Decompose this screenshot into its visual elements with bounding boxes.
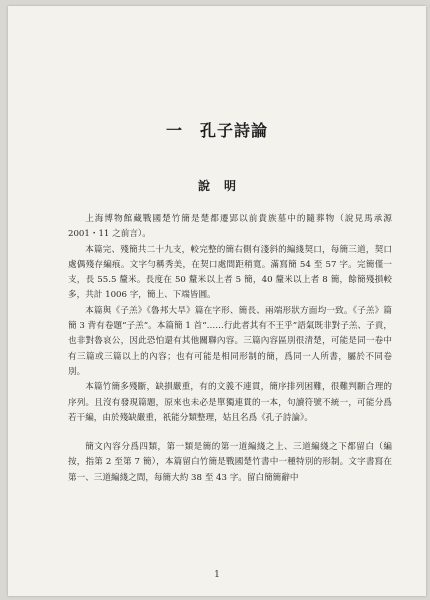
paragraph-gap [68, 426, 392, 440]
paragraph: 本篇竹簡多殘斷，缺損嚴重，有的文義不連貫，簡序排列困難，很難判斷合理的序列。且沒有發現篇題，原來也未必是單獨連貫的一本，句讀符號不統一，可能分爲若干編，由於殘缺嚴重，祇能分類整理，姑且名爲《孔子詩論》。 [68, 382, 392, 423]
section-heading: 說明 [197, 179, 250, 193]
paragraph: 上海博物館藏戰國楚竹簡是楚都遷郢以前貴族墓中的隨葬物（說見馬承源 2001・11 之前言）。 [68, 214, 392, 240]
chapter-title: 一 孔子詩論 [165, 121, 268, 140]
paragraph: 本篇完、殘簡共二十九支，較完整的簡右側有淺斜的編綫契口，每簡三道，契口處偶殘存編痕。文字勻稱秀美，在契口處間距稍寬。滿寫簡 54 至 57 字。完簡僅一支，長 55.5 釐米。長度在 50 釐米以上者 5 簡，40 釐米以上者 8 簡，餘簡殘損較多，共計 1006 字，簡上、下端皆圓。 [68, 244, 392, 301]
paragraph: 簡文內容分爲四類，第一類是簡的第一道編綫之上、三道編綫之下都留白（編按，指第 2 至第 7 簡），本篇留白竹簡是戰國楚竹書中一種特別的形制。文字書寫在第一、三道編綫之間，每簡大約 38 至 43 字。留白簡簡辭中 [68, 442, 392, 483]
paragraph: 本篇與《子羔》《魯邦大旱》篇在字形、簡長、兩端形狀方面均一致。《子羔》篇簡 3 背有卷題“子羔”。本篇簡 1 首“……行此者其有不王乎”語氣既非對子羔、子貢，也非對魯哀公，因此恐怕還有其他關聯內容。三篇內容區別很清楚，可能是同一卷中有三篇或三篇以上的內容；也有可能是相同形制的簡，爲同一人所書，屬於不同卷別。 [68, 305, 392, 377]
document-page [8, 6, 426, 596]
body-text [68, 212, 392, 486]
page-number: 1 [214, 570, 220, 580]
